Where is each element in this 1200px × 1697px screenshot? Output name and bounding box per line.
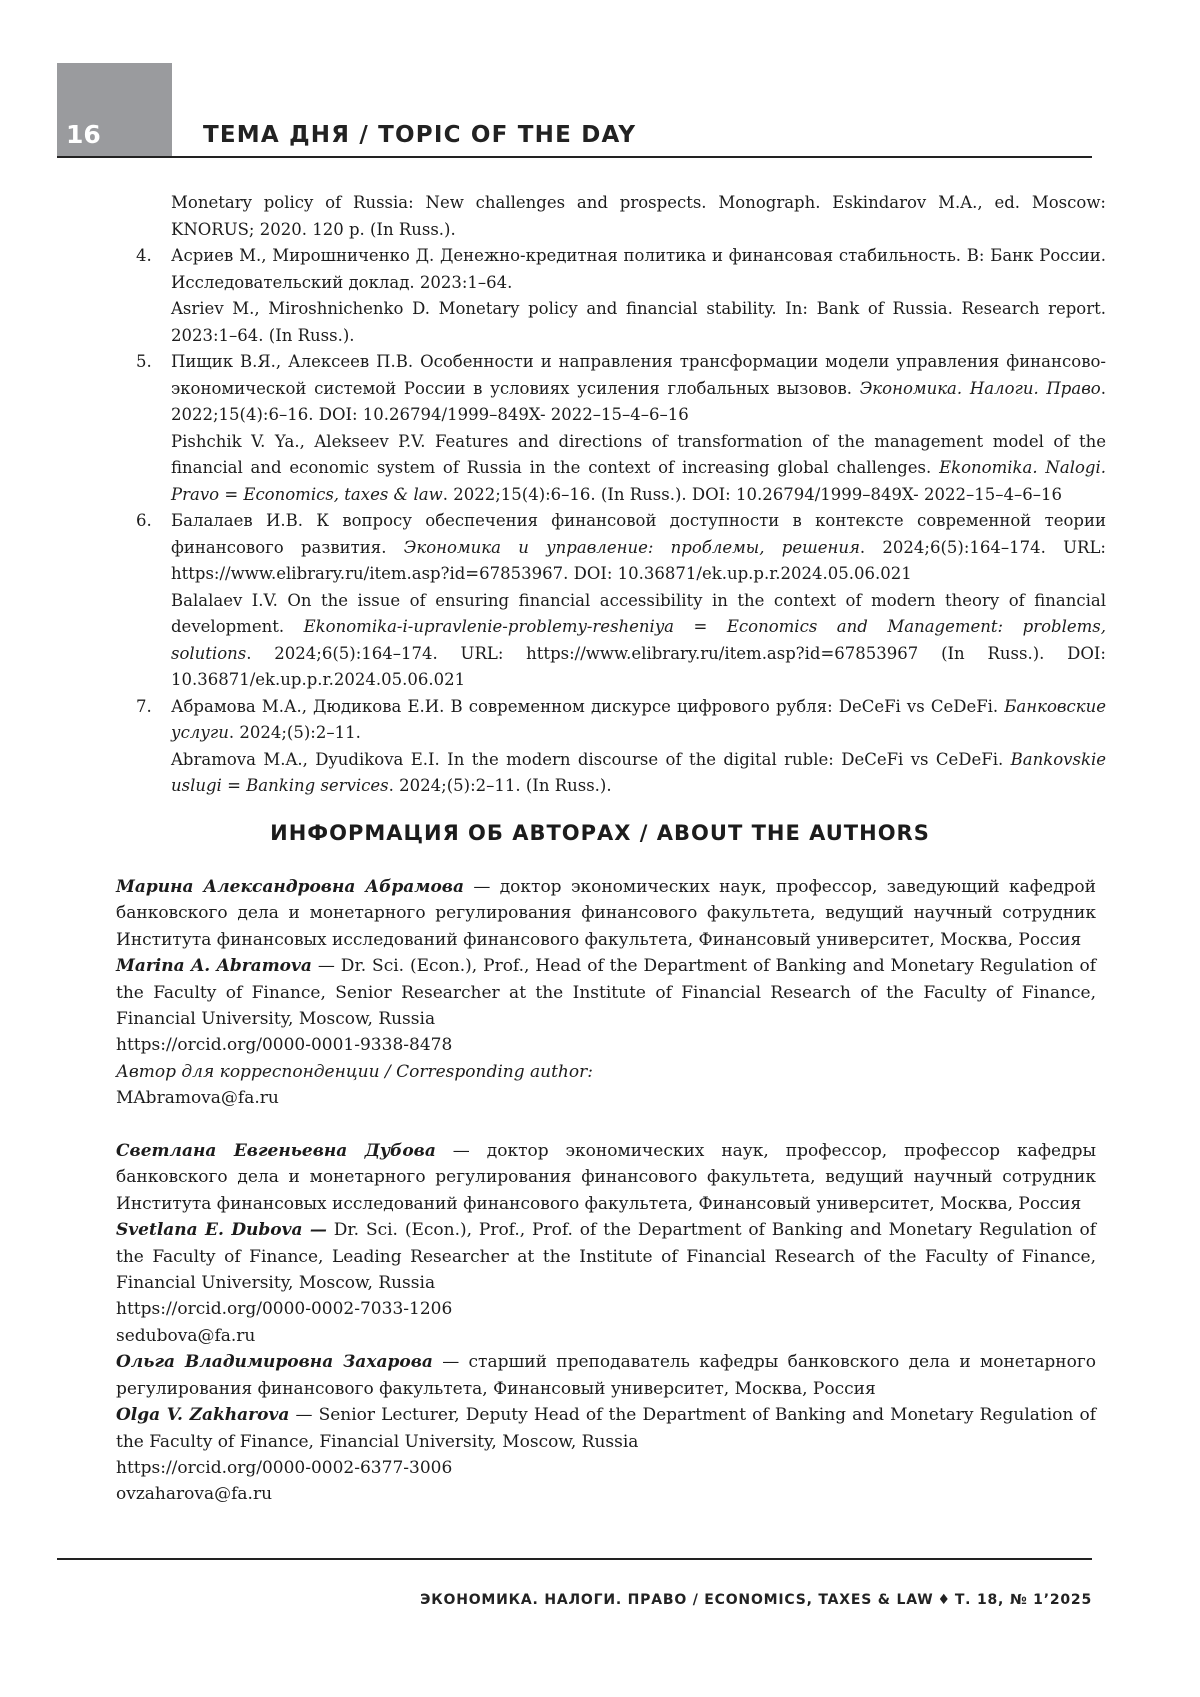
reference-7 bbox=[131, 694, 1106, 800]
reference-6 bbox=[131, 508, 1106, 694]
journal-title: Bankovskie uslugi = Banking services bbox=[171, 750, 1106, 796]
reference-number: 5. bbox=[136, 349, 152, 376]
corresponding-author-label: Автор для корреспонденции / Corresponding author: bbox=[116, 1059, 1096, 1085]
reference-5-russian: Пищик В.Я., Алексеев П.В. Особенности и направления трансформации модели управления финансово-экономической системой России в условиях усиления глобальных вызовов. Экономика. Налоги. Право. 2022;15(4):6–16. DOI: 10.26794/1999–849X- 2022–15–4–6–16 bbox=[171, 349, 1106, 429]
author-3-orcid: https://orcid.org/0000-0002-6377-3006 bbox=[116, 1455, 1096, 1481]
page-number: 16 bbox=[66, 120, 101, 150]
author-3-russian: Ольга Владимировна Захарова — старший преподаватель кафедры банковского дела и монетарного регулирования финансового факультета, Финансовый университет, Москва, Россия bbox=[116, 1349, 1096, 1402]
reference-4-russian: Асриев М., Мирошниченко Д. Денежно-кредитная политика и финансовая стабильность. В: Банк России. Исследовательский доклад. 2023:1–64. bbox=[171, 243, 1106, 296]
footer-divider bbox=[57, 1558, 1092, 1560]
journal-title: Ekonomika. Nalogi. Pravo = Economics, taxes & law bbox=[171, 458, 1106, 504]
reference-6-russian: Балалаев И.В. К вопросу обеспечения финансовой доступности в контексте современной теории финансового развития. Экономика и управление: проблемы, решения. 2024;6(5):164–174. URL: https://www.elibrary.ru/item.asp?id=67853967. DOI: 10.36871/ek.up.p.r.2024.05.06.021 bbox=[171, 508, 1106, 588]
author-2-orcid: https://orcid.org/0000-0002-7033-1206 bbox=[116, 1296, 1096, 1322]
reference-4 bbox=[131, 243, 1106, 349]
spacer bbox=[116, 1112, 1096, 1138]
journal-title: Ekonomika-i-upravlenie-problemy-resheniya = Economics and Management: problems, solutions bbox=[171, 617, 1106, 663]
reference-3-english: Monetary policy of Russia: New challenges and prospects. Monograph. Eskindarov M.A., ed. Moscow: KNORUS; 2020. 120 p. (In Russ.). bbox=[171, 190, 1106, 243]
author-name: Marina A. Abramova bbox=[116, 956, 312, 976]
author-name: Svetlana E. Dubova — bbox=[116, 1220, 327, 1240]
author-name: Марина Александровна Абрамова bbox=[116, 877, 464, 897]
journal-title: Экономика и управление: проблемы, решения bbox=[404, 538, 860, 557]
journal-title: Экономика. Налоги. Право bbox=[860, 379, 1101, 398]
author-1-email: MAbramova@fa.ru bbox=[116, 1085, 1096, 1111]
running-footer bbox=[420, 1590, 1092, 1610]
diamond-icon: ♦ bbox=[937, 1590, 950, 1610]
author-name: Ольга Владимировна Захарова bbox=[116, 1352, 433, 1372]
authors-heading: ИНФОРМАЦИЯ ОБ АВТОРАХ / ABOUT THE AUTHORS bbox=[0, 818, 1200, 848]
author-2-russian: Светлана Евгеньевна Дубова — доктор экономических наук, профессор, профессор кафедры банковского дела и монетарного регулирования финансового факультета, ведущий научный сотрудник Института финансовых исследований финансового факультета, Финансовый университет, Москва, Россия bbox=[116, 1138, 1096, 1217]
author-2-email: sedubova@fa.ru bbox=[116, 1323, 1096, 1349]
reference-5-english: Pishchik V. Ya., Alekseev P.V. Features and directions of transformation of the management model of the financial and economic system of Russia in the context of increasing global challenges. Ekonomika. Nalogi. Pravo = Economics, taxes & law. 2022;15(4):6–16. (In Russ.). DOI: 10.26794/1999–849X- 2022–15–4–6–16 bbox=[171, 429, 1106, 509]
author-1-english: Marina A. Abramova — Dr. Sci. (Econ.), Prof., Head of the Department of Banking and Monetary Regulation of the Faculty of Finance, Senior Researcher at the Institute of Financial Research of the Faculty of Finance, Financial University, Moscow, Russia bbox=[116, 953, 1096, 1032]
reference-number: 4. bbox=[136, 243, 152, 270]
authors-section bbox=[116, 874, 1096, 1508]
reference-number: 7. bbox=[136, 694, 152, 721]
reference-7-english: Abramova M.A., Dyudikova E.I. In the modern discourse of the digital ruble: DeCeFi vs CeDeFi. Bankovskie uslugi = Banking services. 2024;(5):2–11. (In Russ.). bbox=[171, 747, 1106, 800]
reference-number: 6. bbox=[136, 508, 152, 535]
author-name: Светлана Евгеньевна Дубова bbox=[116, 1141, 436, 1161]
author-1-orcid: https://orcid.org/0000-0001-9338-8478 bbox=[116, 1032, 1096, 1058]
author-2-english: Svetlana E. Dubova — Dr. Sci. (Econ.), Prof., Prof. of the Department of Banking and Monetary Regulation of the Faculty of Finance, Leading Researcher at the Institute of Financial Research of the Faculty of Finance, Financial University, Moscow, Russia bbox=[116, 1217, 1096, 1296]
author-1-russian: Марина Александровна Абрамова — доктор экономических наук, профессор, заведующий кафедрой банковского дела и монетарного регулирования финансового факультета, ведущий научный сотрудник Института финансовых исследований финансового факультета, Финансовый университет, Москва, Россия bbox=[116, 874, 1096, 953]
section-title: ТЕМА ДНЯ / TOPIC OF THE DAY bbox=[203, 120, 636, 150]
journal-title: Банковские услуги bbox=[171, 697, 1106, 743]
reference-5 bbox=[131, 349, 1106, 508]
header-divider bbox=[57, 156, 1092, 158]
reference-6-english: Balalaev I.V. On the issue of ensuring financial accessibility in the context of modern theory of financial development. Ekonomika-i-upravlenie-problemy-resheniya = Economics and Management: problems, solutions. 2024;6(5):164–174. URL: https://www.elibrary.ru/item.asp?id=67853967 (In Russ.). DOI: 10.36871/ek.up.p.r.2024.05.06.021 bbox=[171, 588, 1106, 694]
reference-4-english: Asriev M., Miroshnichenko D. Monetary policy and financial stability. In: Bank of Russia. Research report. 2023:1–64. (In Russ.). bbox=[171, 296, 1106, 349]
reference-list bbox=[131, 190, 1106, 800]
reference-3-continuation bbox=[131, 190, 1106, 243]
author-name: Olga V. Zakharova bbox=[116, 1405, 289, 1425]
journal-name: ЭКОНОМИКА. НАЛОГИ. ПРАВО / ECONOMICS, TAXES & LAW bbox=[420, 1592, 933, 1608]
author-3-email: ovzaharova@fa.ru bbox=[116, 1481, 1096, 1507]
reference-7-russian: Абрамова М.А., Дюдикова Е.И. В современном дискурсе цифрового рубля: DeCeFi vs CeDeFi. Банковские услуги. 2024;(5):2–11. bbox=[171, 694, 1106, 747]
author-3-english: Olga V. Zakharova — Senior Lecturer, Deputy Head of the Department of Banking and Monetary Regulation of the Faculty of Finance, Financial University, Moscow, Russia bbox=[116, 1402, 1096, 1455]
issue-info: Т. 18, № 1’2025 bbox=[955, 1592, 1092, 1608]
